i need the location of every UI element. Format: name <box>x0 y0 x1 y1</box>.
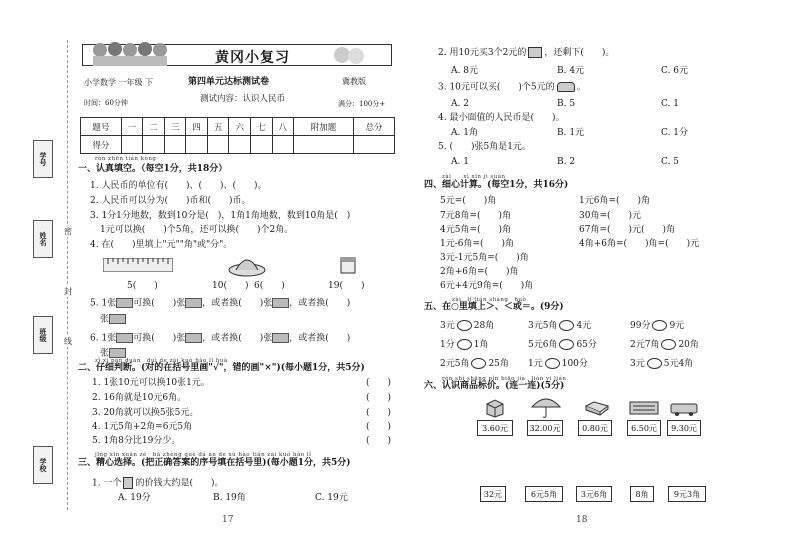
q5-text-a: 5. 1张 <box>90 298 117 309</box>
choice-4: 4. 最小面值的人民币是( )。 <box>438 113 565 123</box>
compare-right: 20角 <box>678 340 699 350</box>
q5-text-d: ，或者换( ) <box>289 298 351 309</box>
ruler-icon <box>103 258 173 272</box>
section3-pinyin: jīng xīn xuǎn zé bǎ zhèng què dá àn de xù hào tián zài kuò hào lǐ <box>95 452 312 458</box>
score-cell: 二 <box>143 118 165 136</box>
q6-text-c: ，或者换( )张 <box>202 333 273 344</box>
price-tag-bottom[interactable]: 32元 <box>480 486 506 502</box>
cut-line <box>67 40 68 510</box>
banknote-icon <box>272 298 289 308</box>
price-tag-top[interactable]: 3.60元 <box>477 420 513 436</box>
score-cell: 附加题 <box>294 118 354 136</box>
score-cell: 四 <box>186 118 208 136</box>
price-tag-top[interactable]: 6.50元 <box>627 420 661 436</box>
calc-right-2: 30角=( )元 <box>579 211 642 221</box>
price-tag-top[interactable]: 32.00元 <box>527 420 563 436</box>
compare-left: 2元5角 <box>440 359 470 369</box>
score-input[interactable] <box>229 136 251 154</box>
judge-2: 2. 16角就是10元6角。 <box>92 393 187 403</box>
choice3-option-b: B. 5 <box>557 99 576 109</box>
q6-text-b: 可换( )张 <box>133 333 186 344</box>
score-input[interactable] <box>143 136 165 154</box>
section4-title: 四、细心计算。(每空1分，共16分) <box>424 180 569 190</box>
choice1-option-b: B. 19角 <box>213 493 246 503</box>
compare-right: 4元 <box>576 321 592 331</box>
choice1-text-b: 的价钱大约是( )。 <box>135 478 224 489</box>
banknote-icon <box>116 298 133 308</box>
score-input[interactable] <box>186 136 208 154</box>
q1-6 <box>90 333 350 345</box>
bottle-icon <box>123 477 133 489</box>
hat-icon <box>228 250 266 278</box>
compare-circle[interactable] <box>647 358 662 369</box>
price-tag-bottom[interactable]: 3元6角 <box>576 486 612 502</box>
score-input[interactable] <box>294 136 354 154</box>
q1-5 <box>90 298 350 310</box>
compare-right: 9元 <box>669 321 685 331</box>
judge-answer-1[interactable]: ( ) <box>366 378 392 388</box>
score-cell: 八 <box>272 118 294 136</box>
compare-5 <box>528 339 597 351</box>
compare-circle[interactable] <box>545 358 560 369</box>
compare-left: 1分 <box>440 340 455 350</box>
time-label: 时间：60分钟 <box>84 99 128 107</box>
choice2-option-c: C. 6元 <box>661 66 689 76</box>
content-label: 测试内容：认识人民币 <box>200 94 286 104</box>
score-cell: 三 <box>164 118 186 136</box>
section3-title: 三、精心选择。(把正确答案的序号填在括号里)(每小题1分，共5分) <box>78 458 351 468</box>
choice4-option-c: C. 1分 <box>661 128 689 138</box>
q6-text-d: ，或者换( ) <box>289 333 351 344</box>
calc-left-5: 3元-1元5角=( )角 <box>440 253 529 263</box>
choice2-text-a: 2. 用10元买3个2元的 <box>438 48 527 58</box>
compare-circle[interactable] <box>661 339 676 350</box>
choice3-text-b: 。 <box>576 82 586 93</box>
judge-answer-4[interactable]: ( ) <box>366 422 392 432</box>
calc-right-4: 4角+6角=( )角=( )元 <box>579 239 700 249</box>
compare-2 <box>528 320 591 332</box>
student-no-label: 学号 <box>33 140 53 178</box>
brand-title: 黄冈小复习 <box>215 50 290 66</box>
banknote-icon <box>116 333 133 343</box>
choice3-option-c: C. 1 <box>661 99 680 109</box>
choice3-text-a: 3. 10元可以买( )个5元的 <box>438 82 555 93</box>
score-cell: 一 <box>121 118 143 136</box>
section1-title: 一、认真填空。（每空1分，共18分） <box>78 164 228 174</box>
calc-left-7: 6元+4元9角=( )角 <box>440 281 534 291</box>
pencil-case-icon <box>629 400 659 416</box>
choice2-option-a: A. 8元 <box>451 66 478 76</box>
compare-right: 1角 <box>473 340 489 350</box>
compare-9 <box>630 358 693 370</box>
q1-1: 1. 人民币的单位有( )、( )、( )。 <box>90 181 267 191</box>
compare-left: 3元 <box>630 359 645 369</box>
unit-answer-3: 6( ) <box>254 281 285 291</box>
compare-3 <box>630 320 684 332</box>
section2-pinyin: zǐ xì pàn duàn duì de zài kuò hào lǐ huà <box>95 358 228 364</box>
judge-5: 5. 1角8分比19分少。 <box>92 436 181 446</box>
score-cell: 五 <box>207 118 229 136</box>
score-input[interactable] <box>121 136 143 154</box>
compare-circle[interactable] <box>457 320 472 331</box>
q5-text-b: 可换( )张 <box>133 298 186 309</box>
class-label: 班级 <box>33 316 53 354</box>
section1-pinyin: rèn zhēn tián kòng <box>95 156 157 162</box>
q5-text-c: ，或者换( )张 <box>202 298 273 309</box>
score-input[interactable] <box>164 136 186 154</box>
page-number-right: 18 <box>576 515 588 525</box>
calc-left-4: 1元-6角=( )角 <box>440 239 515 249</box>
compare-right: 100分 <box>561 359 588 369</box>
compare-left: 1元 <box>528 359 543 369</box>
section5-pinyin: zài lǐ tián shàng huò <box>452 297 527 303</box>
calendar-icon <box>340 256 356 274</box>
compare-circle[interactable] <box>471 358 486 369</box>
unit-answer-1: 5( ) <box>127 281 158 291</box>
banknote-icon <box>109 314 126 324</box>
compare-right: 65分 <box>576 340 597 350</box>
compare-left: 3元 <box>440 321 455 331</box>
choice2-option-b: B. 4元 <box>557 66 585 76</box>
children-illustration <box>90 40 170 66</box>
score-cell: 七 <box>250 118 272 136</box>
unit-answer-2: 10( ) <box>212 281 249 291</box>
cut-mark-2: 封 <box>64 287 72 296</box>
compare-1 <box>440 320 494 332</box>
choice1-option-a: A. 19分 <box>118 493 151 503</box>
compare-circle[interactable] <box>652 320 667 331</box>
q1-3: 3. 1分1分地数，数到10分是( )，1角1角地数，数到10角是( ) <box>90 211 351 221</box>
price-tag-bottom[interactable]: 8角 <box>630 486 654 502</box>
price-tag-bottom[interactable]: 6元5角 <box>525 486 563 502</box>
toy-car-icon <box>557 82 575 92</box>
compare-8 <box>528 358 588 370</box>
calc-left-2: 7元8角=( )角 <box>440 211 512 221</box>
price-tag-top[interactable]: 9.30元 <box>667 420 701 436</box>
compare-6 <box>630 339 699 351</box>
score-input[interactable] <box>272 136 294 154</box>
edition-label: 冀教版 <box>342 77 366 86</box>
calc-left-3: 4元5角=( )角 <box>440 225 512 235</box>
judge-answer-2[interactable]: ( ) <box>366 393 392 403</box>
name-label: 姓名 <box>33 220 53 258</box>
compare-circle[interactable] <box>559 320 574 331</box>
choice-3 <box>438 82 586 94</box>
compare-left: 99分 <box>630 321 651 331</box>
school-label: 学校 <box>33 446 53 484</box>
bus-icon <box>670 402 698 416</box>
judge-4: 4. 1元5角+2角=6元5角 <box>92 422 193 432</box>
section4-pinyin: zài xì xīn jì suàn <box>442 174 506 180</box>
q5-text-e: 张 <box>100 314 110 325</box>
choice-2 <box>438 47 614 59</box>
q6-text-a: 6. 1张 <box>90 333 117 344</box>
q1-2: 2. 人民币可以分为( )币和( )币。 <box>90 196 251 206</box>
balloons-icon <box>330 46 370 68</box>
calc-right-3: 67角=( )元( )角 <box>579 225 676 235</box>
choice5-option-c: C. 5 <box>661 157 680 167</box>
choice5-option-a: A. 1 <box>451 157 469 167</box>
choice3-option-a: A. 2 <box>451 99 469 109</box>
notebook-icon <box>528 47 542 58</box>
choice-5: 5. ( )张5角是1元。 <box>438 142 531 152</box>
eraser-icon <box>584 400 610 416</box>
score-cell: 总分 <box>354 118 395 136</box>
judge-answer-5[interactable]: ( ) <box>366 436 392 446</box>
section6-pinyin: rèn shì shāng pǐn biāo jià lián yi lián <box>442 376 567 382</box>
score-cell: 题号 <box>81 118 122 136</box>
unit-title: 第四单元达标测试卷 <box>188 77 270 87</box>
q6-text-e: 张 <box>100 348 110 359</box>
score-table <box>80 117 395 154</box>
q1-5b <box>100 314 126 326</box>
choice5-option-b: B. 2 <box>557 157 576 167</box>
banknote-icon <box>272 333 289 343</box>
choice1-option-c: C. 19元 <box>315 493 348 503</box>
subject-label: 小学数学 一年级 下 <box>84 78 154 87</box>
compare-right: 5元4角 <box>663 359 694 369</box>
score-cell: 六 <box>229 118 251 136</box>
cut-mark-3: 线 <box>64 337 72 346</box>
price-tag-top[interactable]: 0.80元 <box>578 420 612 436</box>
compare-left: 2元7角 <box>630 340 660 350</box>
compare-right: 28角 <box>473 321 495 331</box>
compare-circle[interactable] <box>559 339 574 350</box>
compare-4 <box>440 339 488 351</box>
choice4-option-b: B. 1元 <box>557 128 585 138</box>
score-input[interactable] <box>354 136 395 154</box>
q1-3b: 1元可以换( )个5角，还可以换( )个2角。 <box>100 225 294 235</box>
section6-title: 六、认识商品标价。(连一连)(5分) <box>424 381 565 391</box>
judge-1: 1. 1张10元可以换10张1元。 <box>92 378 210 388</box>
choice1-text-a: 1. 一个 <box>92 478 122 489</box>
cube-icon <box>484 398 506 418</box>
calc-right-1: 1元6角=( )角 <box>579 196 651 206</box>
score-input[interactable] <box>207 136 229 154</box>
score-input[interactable] <box>250 136 272 154</box>
full-score-label: 满分：100分+ <box>338 100 386 108</box>
calc-left-6: 2角+6角=( )角 <box>440 267 519 277</box>
section5-title: 五、在○里填上＞、＜或＝。(9分) <box>424 302 564 312</box>
compare-right: 25角 <box>488 359 509 369</box>
judge-3: 3. 20角就可以换5张5元。 <box>92 408 199 418</box>
section2-title: 二、仔细判断。(对的在括号里画"√"，错的画"×")(每小题1分，共5分) <box>78 363 365 373</box>
q1-4: 4. 在( )里填上"元""角"或"分"。 <box>90 240 233 250</box>
price-tag-bottom[interactable]: 9元3角 <box>668 486 706 502</box>
choice2-text-b: ，还剩下( )。 <box>544 48 615 58</box>
compare-circle[interactable] <box>457 339 472 350</box>
banknote-icon <box>185 298 202 308</box>
score-cell: 得分 <box>81 136 122 154</box>
compare-left: 3元5角 <box>528 321 558 331</box>
choice-1 <box>92 477 223 490</box>
unit-answer-4: 19( ) <box>328 281 365 291</box>
banknote-icon <box>185 333 202 343</box>
binding-strip <box>0 0 64 539</box>
judge-answer-3[interactable]: ( ) <box>366 408 392 418</box>
choice4-option-a: A. 1角 <box>451 128 478 138</box>
page-number-left: 17 <box>222 515 234 525</box>
calc-left-1: 5元=( )角 <box>440 196 497 206</box>
compare-7 <box>440 358 509 370</box>
cut-mark-1: 密 <box>64 227 72 236</box>
compare-left: 5元6角 <box>528 340 558 350</box>
umbrella-icon <box>530 395 562 419</box>
